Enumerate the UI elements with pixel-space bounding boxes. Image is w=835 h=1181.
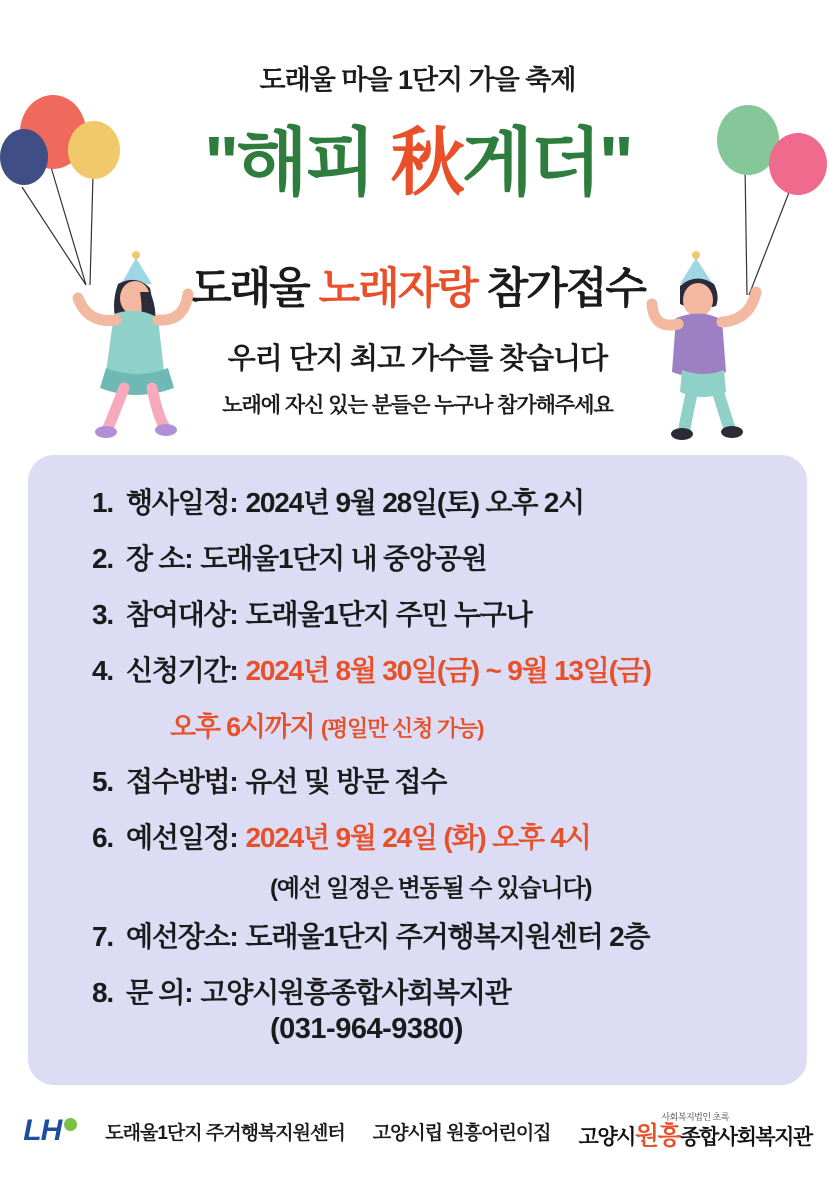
lh-logo-text: LH (23, 1114, 62, 1147)
welfare-logo-pre: 고양시 (578, 1125, 635, 1149)
info-item-2-number: 2. (92, 543, 113, 574)
footer-org-1: 도래울1단지 주거행복지원센터 (105, 1122, 345, 1144)
info-item-5-number: 5. (92, 766, 113, 797)
welfare-center-logo (579, 1113, 812, 1149)
info-panel (28, 455, 807, 1085)
subtitle-post: 참가접수 (476, 265, 645, 313)
info-item-6-number: 6. (92, 822, 113, 853)
info-item-1-number: 1. (92, 487, 113, 518)
title-part-3: 게더 (461, 121, 599, 204)
welfare-logo-highlight: 원흥 (634, 1121, 681, 1150)
application-deadline-time: 오후 6시까지 (170, 712, 315, 742)
lh-logo-dot-icon (64, 1118, 77, 1131)
info-item-1 (92, 481, 777, 521)
subtitle-pre: 도래울 (190, 265, 319, 313)
page-kicker: 도래울 마을 1단지 가을 축제 (259, 65, 576, 95)
title-part-2: 秋 (390, 121, 462, 204)
info-item-6 (92, 816, 777, 856)
illustration-person-left (40, 240, 205, 445)
info-item-1-label: 행사일정: (126, 487, 238, 518)
info-item-7 (92, 915, 777, 955)
title-quote-open: " (204, 121, 237, 204)
info-item-7-value: 도래울1단지 주거행복지원센터 2층 (245, 921, 650, 952)
info-item-7-number: 7. (92, 921, 113, 952)
illustration-person-right (630, 240, 795, 445)
info-item-5 (92, 760, 777, 800)
info-item-5-label: 접수방법: (126, 766, 238, 797)
info-item-4-label: 신청기간: (126, 655, 238, 686)
info-item-8-label: 문 의: (126, 977, 193, 1008)
info-item-1-value: 2024년 9월 28일(토) 오후 2시 (245, 487, 585, 518)
info-item-8 (92, 971, 777, 1011)
info-item-3-value: 도래울1단지 주민 누구나 (245, 599, 532, 630)
footer-org-2: 고양시립 원흥어린이집 (372, 1122, 551, 1144)
info-item-5-value: 유선 및 방문 접수 (245, 766, 447, 797)
subtitle-highlight: 노래자랑 (318, 265, 477, 313)
title-part-1: 해피 (236, 121, 391, 204)
welfare-logo-name (578, 1121, 812, 1150)
title-quote-close: " (598, 121, 631, 204)
info-item-7-label: 예선장소: (126, 921, 238, 952)
info-item-3-label: 참여대상: (126, 599, 238, 630)
info-item-2-label: 장 소: (126, 543, 193, 574)
lead-subtext: 노래에 자신 있는 분들은 누구나 참가해주세요 (222, 394, 613, 417)
lh-logo (23, 1114, 77, 1148)
info-item-3 (92, 593, 777, 633)
info-item-4 (92, 649, 777, 689)
application-deadline (170, 705, 777, 744)
prelim-note: (예선 일정은 변동될 수 있습니다) (270, 875, 592, 902)
page-title (0, 104, 835, 210)
info-item-6-value: 2024년 9월 24일 (화) 오후 4시 (245, 822, 591, 853)
info-item-6-label: 예선일정: (126, 822, 238, 853)
info-list (92, 481, 777, 1046)
application-deadline-note: (평일만 신청 가능) (320, 716, 484, 741)
lead-text: 우리 단지 최고 가수를 찾습니다 (227, 343, 608, 375)
info-item-2-value: 도래울1단지 내 중앙공원 (200, 543, 487, 574)
footer-logos (0, 1099, 835, 1163)
welfare-logo-post: 종합사회복지관 (680, 1125, 812, 1149)
info-item-2 (92, 537, 777, 577)
info-item-3-number: 3. (92, 599, 113, 630)
contact-phone: (031-964-9380) (270, 1013, 463, 1045)
welfare-logo-tagline: 사회복지법인 초록 (661, 1112, 729, 1123)
info-item-8-value: 고양시원흥종합사회복지관 (200, 977, 511, 1008)
info-item-4-number: 4. (92, 655, 113, 686)
info-item-8-number: 8. (92, 977, 113, 1008)
info-item-4-value: 2024년 8월 30일(금) ~ 9월 13일(금) (245, 655, 651, 686)
